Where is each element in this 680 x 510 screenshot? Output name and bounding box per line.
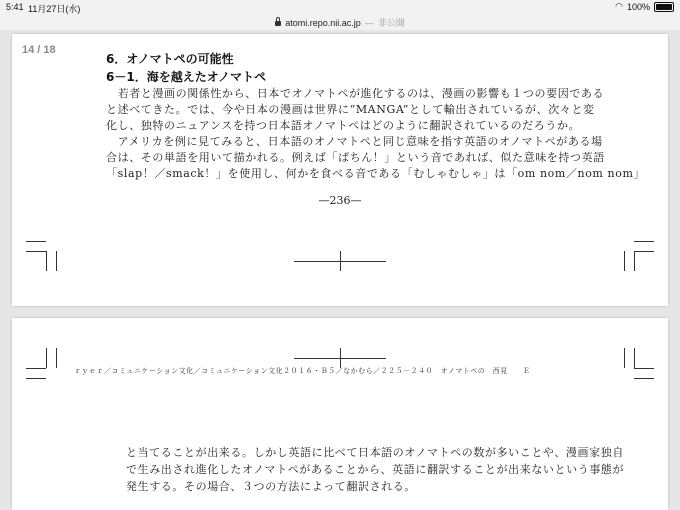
registration-mark <box>340 348 341 368</box>
crop-mark <box>26 368 46 369</box>
body-line: と述べてきた。では、今や日本の漫画は世界に“MANGA”として輸出されているが、次々と変 <box>106 103 595 116</box>
crop-mark <box>634 251 635 271</box>
status-time: 5:41 <box>6 2 24 12</box>
url-separator: — <box>364 17 374 28</box>
body-line: で生み出され進化したオノマトペがあることから、英語に翻訳することが出来ないという事態が <box>126 463 625 476</box>
status-bar <box>0 0 680 14</box>
crop-mark <box>634 368 654 369</box>
crop-mark <box>56 348 57 368</box>
wifi-icon: ◠ <box>615 1 623 11</box>
printer-slug: ｒｙｅｒ／コミュニケーション文化／コミュニケーション文化２０１６・Ｂ５／なかむら／２２５－２４０ オノマトペの 西見 Ｅ <box>74 367 531 375</box>
page-number: —236— <box>318 194 362 207</box>
body-line: アメリカを例に見てみると、日本語のオノマトペと同じ意味を指す英語のオノマトペがある場 <box>106 135 603 148</box>
crop-mark <box>634 251 654 252</box>
crop-mark <box>56 251 57 271</box>
crop-mark <box>46 348 47 368</box>
body-line: 若者と漫画の関係性から、日本でオノマトペが進化するのは、漫画の影響も１つの要因である <box>106 87 605 100</box>
crop-mark <box>634 348 635 368</box>
url-text[interactable]: atomi.repo.nii.ac.jp <box>285 17 361 28</box>
crop-mark <box>26 251 46 252</box>
page-counter: 14 / 18 <box>22 44 56 56</box>
battery-percent: 100% <box>626 1 650 12</box>
security-label: 非公開 <box>377 18 405 28</box>
registration-mark <box>340 251 341 271</box>
crop-mark <box>26 241 46 242</box>
subsection-heading: 6－1．海を越えたオノマトペ <box>106 70 266 84</box>
address-bar[interactable] <box>0 14 680 30</box>
crop-mark <box>624 348 625 368</box>
body-line: 発生する。その場合、３つの方法によって翻訳される。 <box>126 480 416 493</box>
section-heading: 6．オノマトペの可能性 <box>106 52 234 66</box>
body-line: 化し、独特のニュアンスを持つ日本語オノマトペはどのように翻訳されているのだろうか。 <box>106 119 581 132</box>
crop-mark <box>46 251 47 271</box>
battery-icon <box>654 2 674 12</box>
body-line: 「slap！／smack！」を使用し、何かを食べる音である「むしゃむしゃ」は「om nom／nom nom」 <box>106 167 646 180</box>
crop-mark <box>624 251 625 271</box>
crop-mark <box>634 378 654 379</box>
pdf-page-2[interactable] <box>12 318 668 510</box>
body-line: 合は、その単語を用いて描かれる。例えば「ぱちん！」という音であれば、似た意味を持つ英語 <box>106 151 605 164</box>
crop-mark <box>26 378 46 379</box>
pdf-page-1[interactable] <box>12 34 668 306</box>
crop-mark <box>634 241 654 242</box>
status-right <box>615 1 674 12</box>
body-line: と当てることが出来る。しかし英語に比べて日本語のオノマトペの数が多いことや、漫画家独自 <box>126 446 624 459</box>
lock-icon <box>275 21 281 26</box>
status-date: 11月27日(水) <box>28 4 81 14</box>
